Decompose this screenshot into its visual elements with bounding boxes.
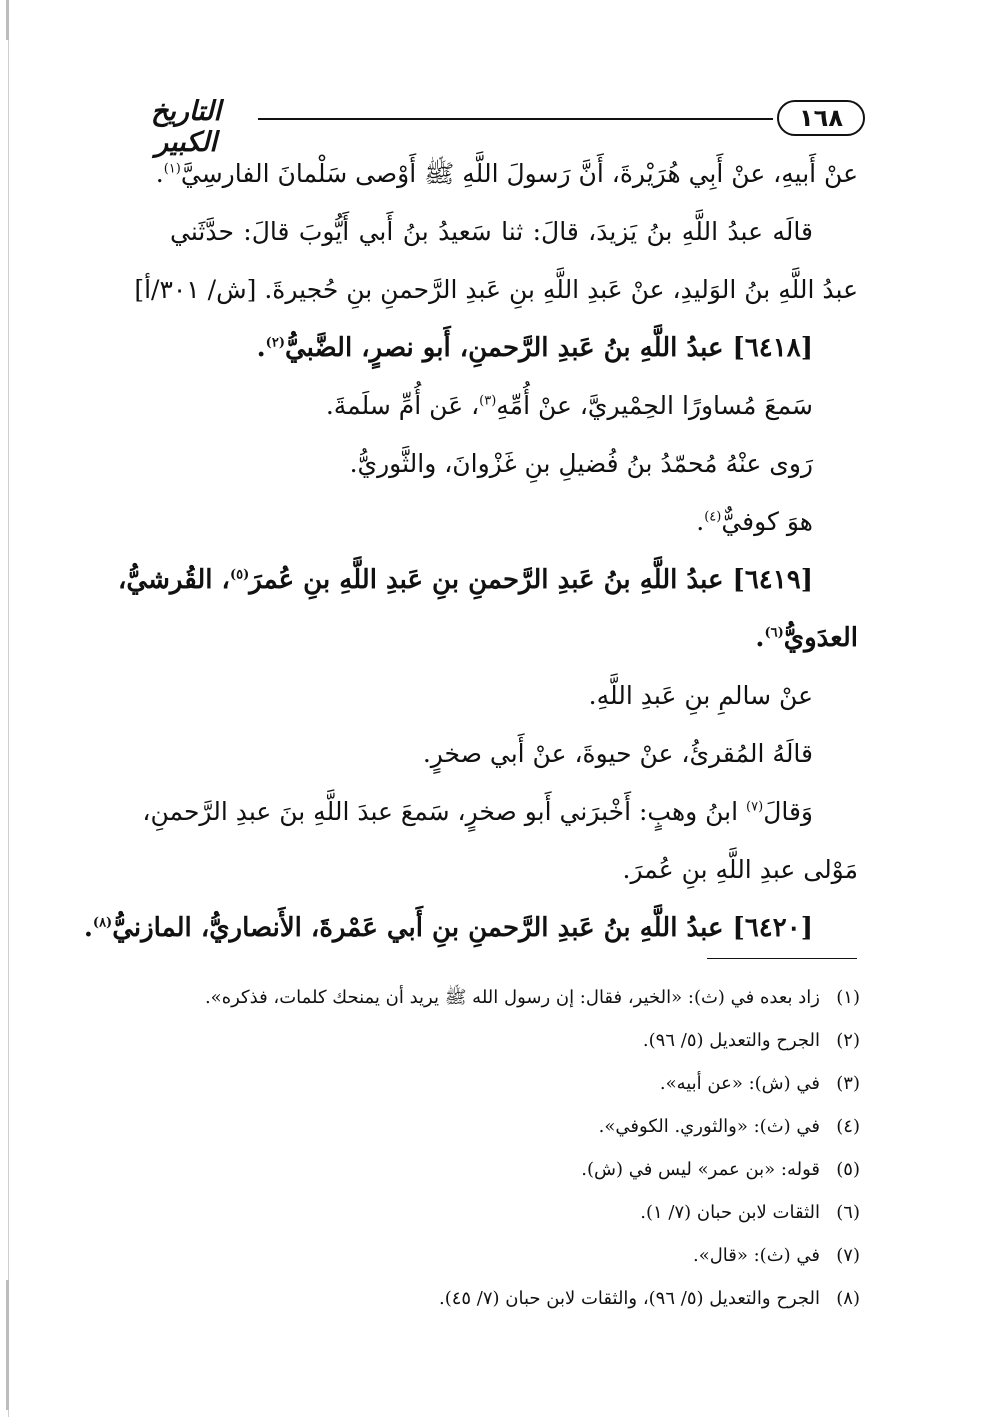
footnote-item bbox=[160, 1234, 860, 1277]
entry-heading bbox=[170, 319, 858, 377]
footnotes bbox=[160, 976, 860, 1320]
footnote-ref[interactable]: (٨) bbox=[92, 915, 113, 931]
main-text bbox=[83, 145, 858, 957]
footnote-text: قوله: «بن عمر» ليس في (ش). bbox=[581, 1159, 820, 1180]
footnote-number: (٨) bbox=[836, 1288, 860, 1309]
entry-title: [٦٤١٨] عبدُ اللَّهِ بنُ عَبدِ الرَّحمنِ، أَبو نصرٍ، الضَّبيُّ bbox=[284, 333, 813, 363]
scan-margin-line bbox=[8, 0, 9, 1417]
text-line bbox=[142, 783, 858, 841]
text-segment: رَوى عنْهُ مُحمّدُ بنُ فُضيلِ بنِ غَزْوانَ، والثَّوريُّ. bbox=[349, 449, 813, 478]
entry-title: ، القُرشيُّ، bbox=[118, 565, 230, 595]
text-segment: ، عَن أُمِّ سلَمةَ. bbox=[325, 391, 480, 420]
text-line bbox=[155, 145, 858, 203]
footnote-text: الثقات لابن حبان (٧/ ١). bbox=[640, 1202, 820, 1223]
text-line bbox=[170, 493, 858, 551]
text-line bbox=[134, 261, 858, 319]
text-line bbox=[170, 377, 858, 435]
text-segment: سَمعَ مُساورًا الحِمْيريَّ، عنْ أُمِّهِ bbox=[496, 391, 813, 420]
footnote-item bbox=[160, 976, 860, 1019]
scan-margin-mark bbox=[6, 1280, 9, 1410]
footnote-item bbox=[160, 1191, 860, 1234]
entry-title: [٦٤٢٠] عبدُ اللَّهِ بنُ عَبدِ الرَّحمنِ بنِ أَبي عَمْرةَ، الأَنصاريُّ، المازنيُّ bbox=[112, 913, 813, 943]
text-segment: . bbox=[755, 623, 765, 653]
footnote-item bbox=[160, 1019, 860, 1062]
footnote-item bbox=[160, 1062, 860, 1105]
text-segment: وَقالَ bbox=[763, 797, 813, 826]
entry-heading bbox=[83, 899, 858, 957]
text-line bbox=[170, 435, 858, 493]
footnote-text: في (ث): «قال». bbox=[692, 1245, 820, 1266]
entry-title: العدَويُّ bbox=[783, 623, 858, 653]
entry-heading bbox=[118, 551, 858, 609]
footnote-ref[interactable]: (٧) bbox=[746, 799, 764, 815]
footnote-text: زاد بعده في (ث): «الخير، فقال: إن رسول الله ﷺ يريد أن يمنحك كلمات، فذكره». bbox=[204, 987, 820, 1008]
page-number: ١٦٨ bbox=[777, 100, 865, 136]
footnote-number: (٢) bbox=[836, 1030, 860, 1051]
text-segment: قالَه عبدُ اللَّهِ بنُ يَزيدَ، قالَ: ثنا سَعيدُ بنُ أَبي أَيُّوبَ قالَ: حدَّثَني bbox=[170, 217, 813, 246]
text-line bbox=[170, 667, 858, 725]
text-segment: . bbox=[696, 507, 705, 536]
footnote-item bbox=[160, 1277, 860, 1320]
text-segment: مَوْلى عبدِ اللَّهِ بنِ عُمرَ. bbox=[622, 855, 858, 884]
page-header bbox=[120, 92, 865, 158]
footnote-text: في (ش): «عن أبيه». bbox=[659, 1073, 820, 1094]
footnote-number: (٥) bbox=[836, 1159, 860, 1180]
footnote-number: (١) bbox=[836, 987, 860, 1008]
footnote-text: في (ث): «والثوري. الكوفي». bbox=[598, 1116, 820, 1137]
entry-title: [٦٤١٩] عبدُ اللَّهِ بنُ عَبدِ الرَّحمنِ بنِ عَبدِ اللَّهِ بنِ عُمرَ bbox=[249, 565, 813, 595]
book-title: التاريخ الكبير bbox=[150, 96, 222, 158]
footnote-item bbox=[160, 1148, 860, 1191]
footnote-ref[interactable]: (٣) bbox=[479, 393, 497, 409]
footnote-ref[interactable]: (٤) bbox=[704, 509, 722, 525]
footnote-text: الجرح والتعديل (٥/ ٩٦)، والثقات لابن حبان (٧/ ٤٥). bbox=[438, 1288, 820, 1309]
footnote-item bbox=[160, 1105, 860, 1148]
footnote-separator bbox=[707, 958, 857, 959]
entry-heading bbox=[170, 609, 858, 667]
footnote-number: (٤) bbox=[836, 1116, 860, 1137]
header-rule bbox=[258, 118, 773, 120]
text-line bbox=[170, 203, 858, 261]
footnote-ref[interactable]: (٢) bbox=[265, 335, 285, 351]
text-segment: . bbox=[155, 159, 164, 188]
footnote-ref[interactable]: (١) bbox=[163, 161, 181, 177]
scan-margin-mark bbox=[6, 0, 9, 40]
text-segment: عنْ أَبيهِ، عنْ أَبِي هُرَيْرةَ، أَنَّ رَسولَ اللَّهِ ﷺ أَوْصى سَلْمانَ الفارسِيَّ bbox=[180, 159, 858, 188]
text-line bbox=[170, 725, 858, 783]
footnote-ref[interactable]: (٦) bbox=[764, 625, 784, 641]
footnote-number: (٧) bbox=[836, 1245, 860, 1266]
text-line bbox=[170, 841, 858, 899]
text-segment: ابنُ وهبٍ: أَخْبرَني أَبو صخرٍ، سَمعَ عبدَ اللَّهِ بنَ عبدِ الرَّحمنِ، bbox=[142, 797, 747, 826]
footnote-ref[interactable]: (٥) bbox=[229, 567, 250, 583]
footnote-text: الجرح والتعديل (٥/ ٩٦). bbox=[642, 1030, 820, 1051]
text-segment: عنْ سالمِ بنِ عَبدِ اللَّهِ. bbox=[588, 681, 813, 710]
text-segment: قالَهُ المُقرئُ، عنْ حيوةَ، عنْ أَبي صخرٍ. bbox=[422, 739, 813, 768]
footnote-number: (٣) bbox=[836, 1073, 860, 1094]
text-segment: . bbox=[256, 333, 266, 363]
text-segment: . bbox=[83, 913, 93, 943]
text-segment: هوَ كوفيٌّ bbox=[721, 507, 813, 536]
text-segment: عبدُ اللَّهِ بنُ الوَليدِ، عنْ عَبدِ اللَّهِ بنِ عَبدِ الرَّحمنِ بنِ حُجيرةَ. [ش/ ٣٠١/أ] bbox=[134, 275, 858, 304]
footnote-number: (٦) bbox=[836, 1202, 860, 1223]
